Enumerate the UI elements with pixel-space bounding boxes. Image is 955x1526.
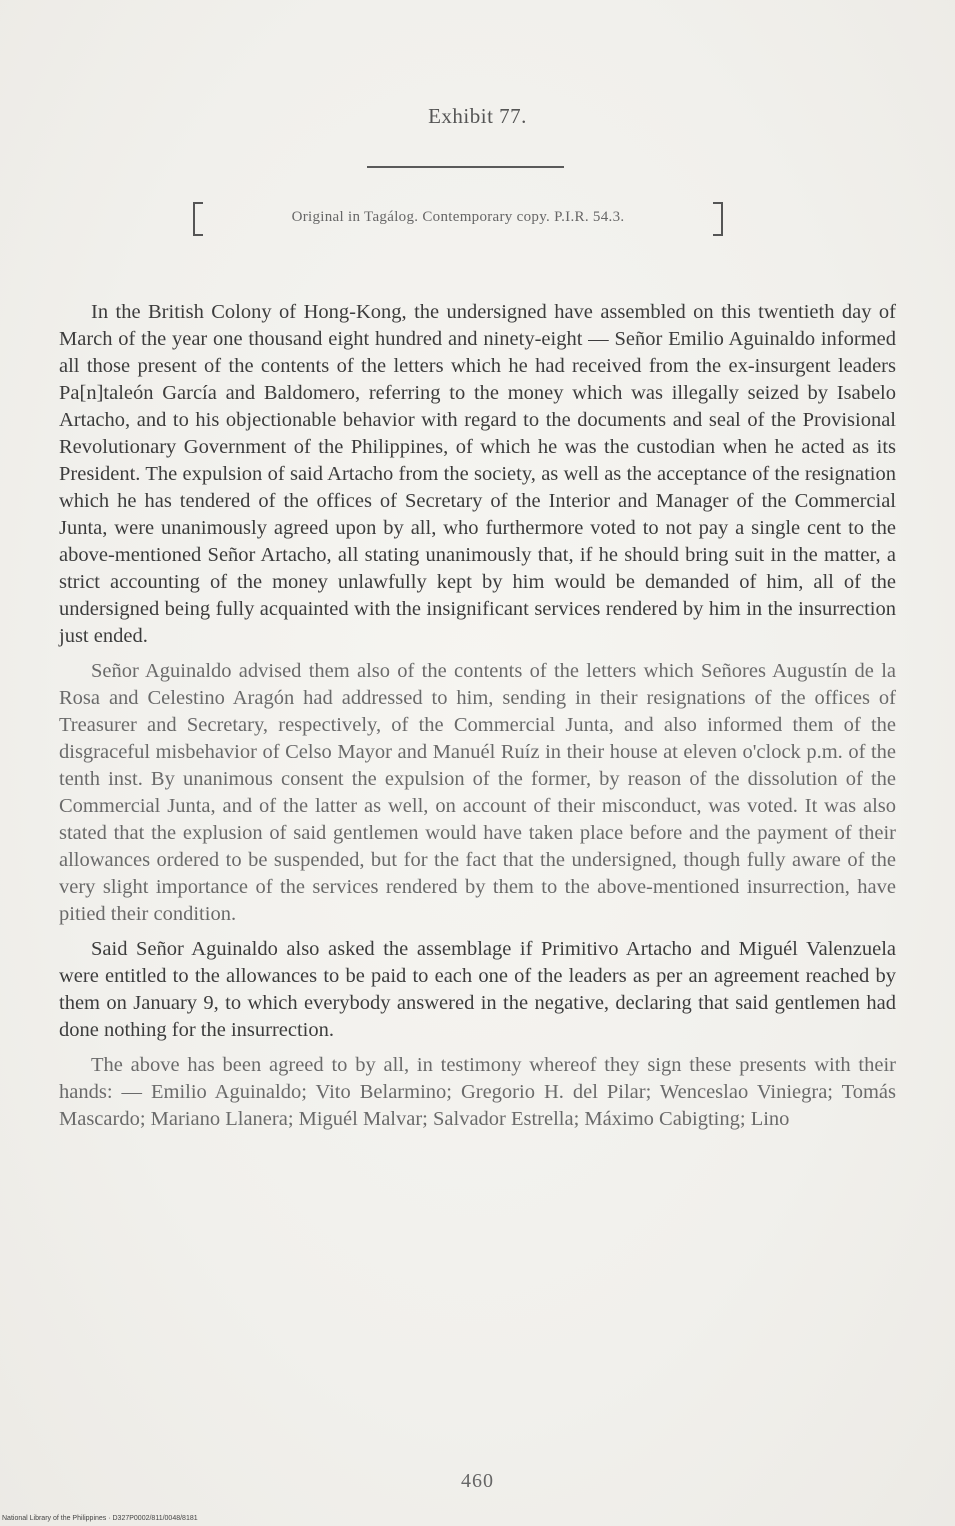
archive-stamp: National Library of the Philippines · D327P0002/811/0048/8181	[2, 1515, 198, 1522]
body-text	[59, 299, 896, 1141]
title-rule	[367, 166, 564, 168]
left-bracket	[193, 202, 203, 236]
page-number: 460	[461, 1470, 494, 1492]
right-bracket	[713, 202, 723, 236]
exhibit-title: Exhibit 77.	[428, 104, 527, 128]
source-note: Original in Tagálog. Contemporary copy. P.I.R. 54.3.	[291, 208, 625, 225]
paragraph-1: In the British Colony of Hong-Kong, the undersigned have assembled on this twentieth day of March of the year one thousand eight hundred and ninety-eight — Señor Emilio Aguinaldo informed all those present of the contents of the letters which he had received from the ex-insurgent leaders Pa[n]taleón García and Baldomero, referring to the money which was illegally seized by Isabelo Artacho, and to his objectionable behavior with regard to the documents and seal of the Provisional Revolutionary Government of the Philippines, of which he was the custodian when he acted as its President. The expulsion of said Artacho from the society, as well as the acceptance of the resignation which he has tendered of the offices of Secretary of the Interior and Manager of the Commercial Junta, were unanimously agreed upon by all, who furthermore voted to not pay a single cent to the above-mentioned Señor Artacho, all stating unanimously that, if he should bring suit in the matter, a strict accounting of the money unlawfully kept by him would be demanded of him, all of the undersigned being fully acquainted with the insignificant services rendered by him in the insurrection just ended.	[59, 301, 896, 647]
source-note-box	[193, 200, 723, 234]
paragraph-4: The above has been agreed to by all, in testimony whereof they sign these presents with their hands: — Emilio Aguinaldo; Vito Belarmino; Gregorio H. del Pilar; Wenceslao Viniegra; Tomás Mascardo; Mariano Llanera; Miguél Malvar; Salvador Estrella; Máximo Cabigting; Lino	[59, 1054, 896, 1130]
paragraph-3: Said Señor Aguinaldo also asked the assemblage if Primitivo Artacho and Miguél Valenzuela were entitled to the allowances to be paid to each one of the leaders as per an agreement reached by them on January 9, to which everybody answered in the negative, declaring that said gentlemen had done nothing for the insurrection.	[59, 938, 896, 1041]
paragraph-2: Señor Aguinaldo advised them also of the contents of the letters which Señores Augustín de la Rosa and Celestino Aragón had addressed to him, sending in their resignations of the offices of Treasurer and Secretary, respectively, of the Commercial Junta, and also informed them of the disgraceful misbehavior of Celso Mayor and Manuél Ruíz in their house at eleven o'clock p.m. of the tenth inst. By unanimous consent the expulsion of the former, by reason of the dissolution of the Commercial Junta, and of the latter as well, on account of their misconduct, was voted. It was also stated that the explusion of said gentlemen would have taken place before and the payment of their allowances ordered to be suspended, but for the fact that the undersigned, though fully aware of the very slight importance of the services rendered by them to the above-mentioned insurrection, have pitied their condition.	[59, 660, 896, 925]
